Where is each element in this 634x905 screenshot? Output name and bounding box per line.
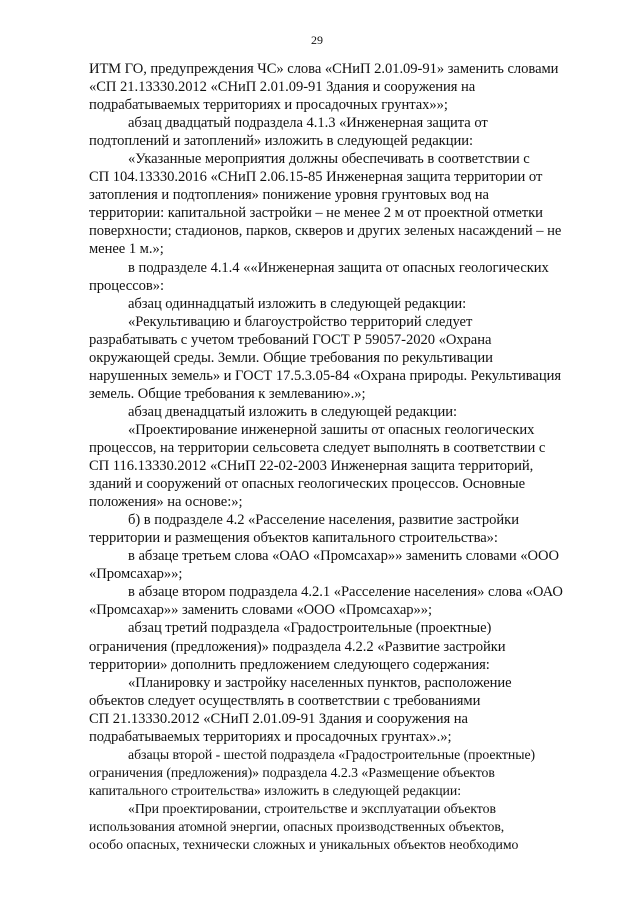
paragraph: «Рекультивацию и благоустройство территорий следует разрабатывать с учетом требований ГОСТ Р 59057-2020 «Охрана окружающей среды. Земли. Общие требования по рекультивации нарушенных земель» и ГОСТ 17.5.3.05-84 «Охрана природы. Рекультивация земель. Общие требования к землеванию».»;	[89, 313, 562, 402]
paragraph: «Указанные мероприятия должны обеспечивать в соответствии с СП 104.13330.2016 «СНиП 2.06.15-85 Инженерная защита территории от затопления и подтопления» понижение уровня грунтовых вод на территории: капитальной застройки – не менее 2 м от проектной отметки поверхности; стадионов, парков, скверов и других зеленых насаждений – не менее 1 м.»;	[89, 151, 562, 258]
paragraph: абзац одиннадцатый изложить в следующей редакции:	[128, 295, 467, 312]
paragraph: абзацы второй - шестой подраздела «Градостроительные (проектные) ограничения (предложения)» подраздела 4.2.3 «Размещение объектов капитального строительства» изложить в следующей редакции:	[89, 746, 536, 798]
paragraph: абзац двенадцатый изложить в следующей редакции:	[128, 403, 457, 420]
paragraph: в абзаце третьем слова «ОАО «Промсахар»» заменить словами «ООО «Промсахар»»;	[89, 548, 559, 583]
document-body	[89, 60, 576, 854]
paragraph: абзац третий подраздела «Градостроительные (проектные) ограничения (предложения)» подраздела 4.2.2 «Развитие застройки территории» дополнить предложением следующего содержания:	[89, 620, 506, 673]
paragraph: абзац двадцатый подраздела 4.1.3 «Инженерная защита от подтоплений и затоплений» изложить в следующей редакции:	[89, 115, 488, 150]
paragraph: в абзаце втором подраздела 4.2.1 «Расселение населения» слова «ОАО «Промсахар»» заменить словами «ООО «Промсахар»»;	[89, 584, 563, 619]
paragraph: б) в подразделе 4.2 «Расселение населения, развитие застройки территории и размещения объектов капитального строительства»:	[89, 512, 519, 547]
paragraph: в подразделе 4.1.4 ««Инженерная защита от опасных геологических процессов»:	[89, 259, 549, 294]
page-number: 29	[311, 33, 323, 47]
paragraph: ИТМ ГО, предупреждения ЧС» слова «СНиП 2.01.09-91» заменить словами «СП 21.13330.2012 «СНиП 2.01.09-91 Здания и сооружения на подрабатываемых территориях и просадочных грунтах»»;	[89, 61, 559, 114]
paragraph: «Проектирование инженерной зашиты от опасных геологических процессов, на территории сельсовета следует выполнять в соответствии с СП 116.13330.2012 «СНиП 22-02-2003 Инженерная защита территорий, зданий и сооружений от опасных геологических процессов. Основные положения» на основе:»;	[89, 421, 546, 511]
paragraph: «При проектировании, строительстве и эксплуатации объектов использования атомной энергии, опасных производственных объектов, особо опасных, технически сложных и уникальных объектов необходимо	[89, 800, 519, 853]
paragraph: «Планировку и застройку населенных пунктов, расположение объектов следует осуществлять в соответствии с требованиями СП 21.13330.2012 «СНиП 2.01.09-91 Здания и сооружения на подрабатываемых территориях и просадочных грунтах».»;	[89, 674, 512, 745]
